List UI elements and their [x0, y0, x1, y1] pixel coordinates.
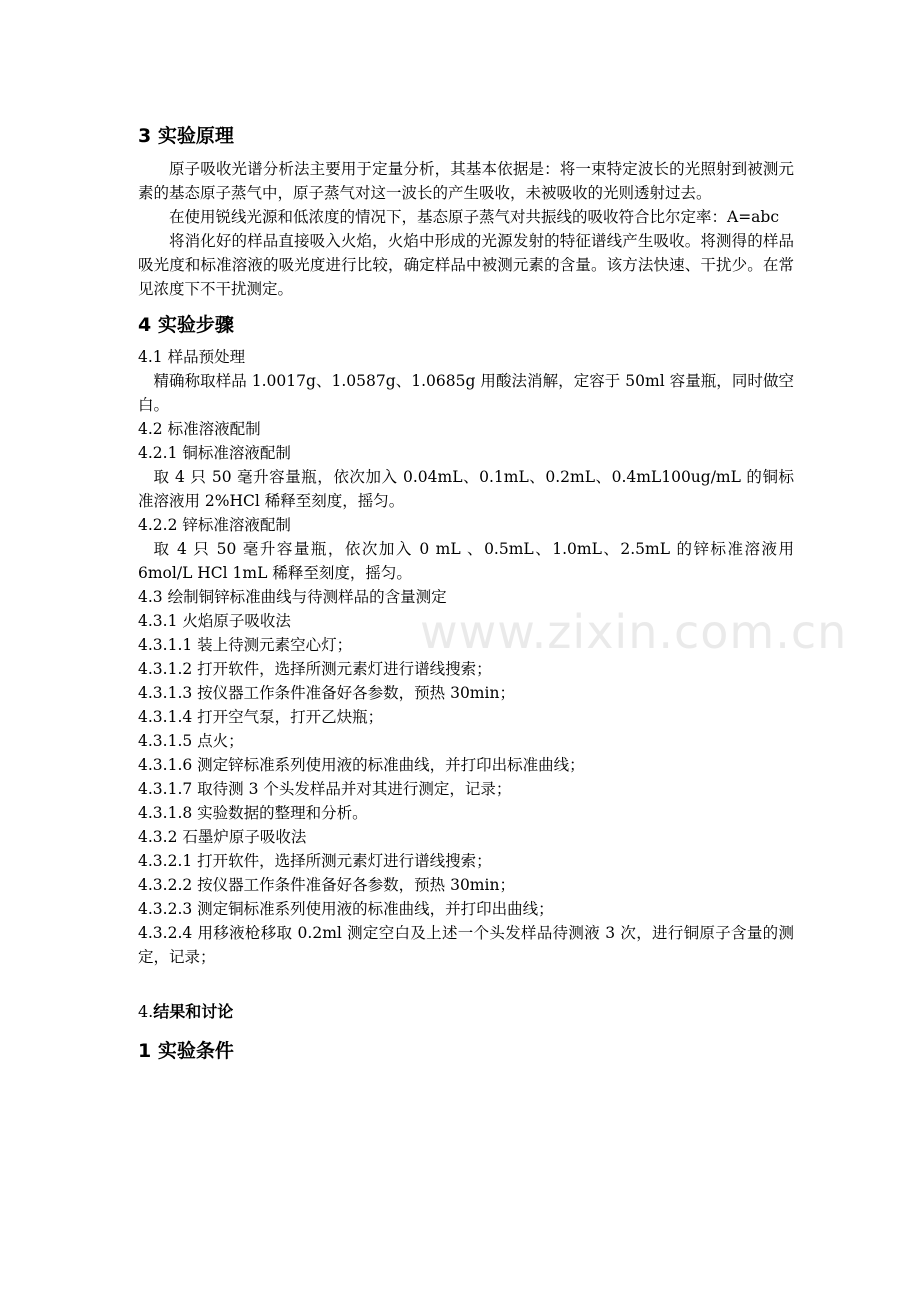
results-title: 结果和讨论: [153, 1002, 234, 1021]
step-4-2-2-heading: 4.2.2 锌标准溶液配制: [138, 516, 291, 534]
list-item: 4.3.2.1 打开软件，选择所测元素灯进行谱线搜索；: [138, 852, 492, 870]
step-4-2-1-heading: 4.2.1 铜标准溶液配制: [138, 444, 291, 462]
step-4-2-1-text: 取 4 只 50 毫升容量瓶，依次加入 0.04mL、0.1mL、0.2mL、0.4mL100ug/mL 的铜标准溶液用 2%HCl 稀释至刻度，摇匀。: [138, 468, 794, 510]
list-item: 4.3.1.5 点火；: [138, 732, 244, 750]
step-4-3-heading: 4.3 绘制铜锌标准曲线与待测样品的含量测定: [138, 588, 447, 606]
list-item: 4.3.2.3 测定铜标准系列使用液的标准曲线，并打印出曲线；: [138, 900, 554, 918]
step-4-1-heading: 4.1 样品预处理: [138, 348, 246, 366]
document-page: [138, 118, 794, 1065]
step-4-2-heading: 4.2 标准溶液配制: [138, 420, 261, 438]
list-item: 4.3.1.3 按仪器工作条件准备好各参数，预热 30min；: [138, 684, 515, 702]
step-4-1-text: 精确称取样品 1.0017g、1.0587g、1.0685g 用酸法消解，定容于 50ml 容量瓶，同时做空白。: [138, 372, 794, 414]
step-4-2-2-text: 取 4 只 50 毫升容量瓶，依次加入 0 mL 、0.5mL、1.0mL、2.5mL 的锌标准溶液用 6mol/L HCl 1mL 稀释至刻度，摇匀。: [138, 540, 794, 582]
list-item: 4.3.2.4 用移液枪移取 0.2ml 测定空白及上述一个头发样品待测液 3 次，进行铜原子含量的测定，记录；: [138, 924, 794, 966]
list-item: 4.3.1.2 打开软件，选择所测元素灯进行谱线搜索；: [138, 660, 492, 678]
principle-paragraph-2: 在使用锐线光源和低浓度的情况下，基态原子蒸气对共振线的吸收符合比尔定率：A=abc: [169, 208, 780, 226]
conditions-heading: 1 实验条件: [138, 1040, 234, 1062]
section-3-heading: 3 实验原理: [138, 125, 234, 147]
step-4-3-2-heading: 4.3.2 石墨炉原子吸收法: [138, 828, 307, 846]
step-4-3-1-heading: 4.3.1 火焰原子吸收法: [138, 612, 291, 630]
watermark: www.zixin.com.cn: [420, 605, 848, 659]
list-item: 4.3.1.4 打开空气泵，打开乙炔瓶；: [138, 708, 384, 726]
list-item: 4.3.2.2 按仪器工作条件准备好各参数，预热 30min；: [138, 876, 515, 894]
results-heading: [138, 999, 794, 1025]
principle-paragraph-3: 将消化好的样品直接吸入火焰，火焰中形成的光源发射的特征谱线产生吸收。将测得的样品吸光度和标准溶液的吸光度进行比较，确定样品中被测元素的含量。该方法快速、干扰少。在常见浓度下不干扰测定。: [138, 232, 794, 298]
list-item: 4.3.1.7 取待测 3 个头发样品并对其进行测定，记录；: [138, 780, 512, 798]
list-item: 4.3.1.8 实验数据的整理和分析。: [138, 804, 368, 822]
list-item: 4.3.1.6 测定锌标准系列使用液的标准曲线，并打印出标准曲线；: [138, 756, 585, 774]
section-4-heading: 4 实验步骤: [138, 314, 234, 336]
results-number: 4.: [138, 1002, 154, 1021]
list-item: 4.3.1.1 装上待测元素空心灯；: [138, 636, 353, 654]
principle-paragraph-1: 原子吸收光谱分析法主要用于定量分析，其基本依据是：将一束特定波长的光照射到被测元素的基态原子蒸气中，原子蒸气对这一波长的产生吸收，未被吸收的光则透射过去。: [138, 160, 794, 202]
